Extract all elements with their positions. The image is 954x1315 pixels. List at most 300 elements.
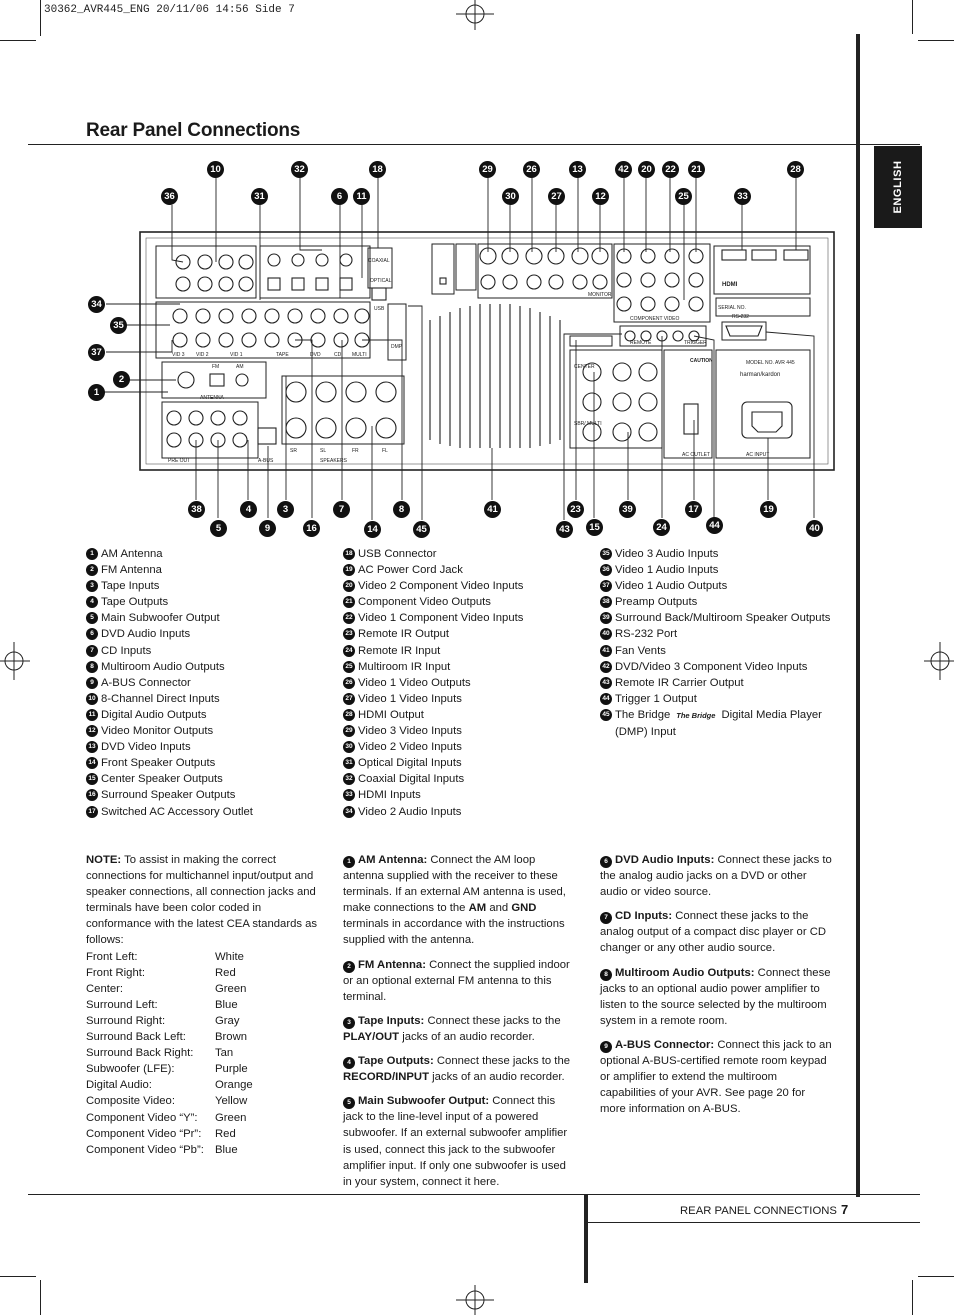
callout-29: 29 <box>479 161 496 178</box>
legend-number: 32 <box>343 773 355 785</box>
color-code-row <box>86 1142 318 1158</box>
legend-text: Video 1 Video Inputs <box>358 692 462 705</box>
callout-13: 13 <box>569 161 586 178</box>
legend-item <box>600 691 840 707</box>
legend-number: 19 <box>343 564 355 576</box>
registration-mark-right <box>924 636 954 686</box>
legend-text: Video 1 Component Video Inputs <box>358 612 524 625</box>
desc-heading: Main Subwoofer Output: <box>358 1095 490 1108</box>
speakers-label: SPEAKERS <box>320 458 347 464</box>
legend-text: Video Monitor Outputs <box>101 725 214 738</box>
color-code-value: Tan <box>215 1047 234 1060</box>
color-code-value: Orange <box>215 1079 253 1092</box>
rs232-label: RS-232 <box>732 314 749 320</box>
desc-text: Connect these jacks to the analog audio jacks on a DVD or other audio or video source. <box>600 854 832 899</box>
desc-multiroom-audio <box>600 965 832 1029</box>
desc-number: 2 <box>343 961 355 973</box>
dvd-label: DVD <box>310 352 321 358</box>
legend-text: Surround Speaker Outputs <box>101 789 236 802</box>
legend-text: Remote IR Output <box>358 628 450 641</box>
legend-item <box>343 659 593 675</box>
model-label: MODEL NO. AVR 445 <box>746 360 795 366</box>
legend-text: DVD Video Inputs <box>101 741 191 754</box>
legend-number: 27 <box>343 693 355 705</box>
legend-item <box>343 578 593 594</box>
legend-number: 14 <box>86 757 98 769</box>
color-code-row <box>86 1029 318 1045</box>
legend-number: 38 <box>600 596 612 608</box>
description-column-2 <box>343 852 575 1198</box>
legend-item <box>86 691 336 707</box>
color-code-channel: Component Video “Pr”: <box>86 1127 202 1140</box>
legend-text: Fan Vents <box>615 644 666 657</box>
legend-item <box>86 675 336 691</box>
sr-label: SR <box>290 448 297 454</box>
crop-line <box>0 1276 36 1277</box>
page-title: Rear Panel Connections <box>86 120 301 141</box>
note-column <box>86 852 318 1158</box>
legend-item <box>86 804 336 820</box>
legend-column-3 <box>600 546 840 740</box>
legend-item <box>343 626 593 642</box>
page-footer <box>680 1202 848 1217</box>
footer-section: REAR PANEL CONNECTIONS <box>680 1205 837 1217</box>
legend-text-bridge: The Bridge <box>615 708 671 721</box>
multi-label: MULTI <box>352 352 367 358</box>
desc-text: jacks of an audio recorder. <box>399 1030 535 1043</box>
legend-number: 11 <box>86 709 98 721</box>
callout-19: 19 <box>760 501 777 518</box>
legend-text: A-BUS Connector <box>101 676 191 689</box>
callout-26: 26 <box>523 161 540 178</box>
callout-32: 32 <box>291 161 308 178</box>
color-code-value: Red <box>215 966 236 979</box>
desc-text: Connect the AM loop antenna supplied with the receiver to these terminals. If an external AM antenna is used, make connections to the <box>343 854 566 915</box>
legend-number: 34 <box>343 806 355 818</box>
color-code-value: Blue <box>215 1143 238 1156</box>
crop-line <box>40 1280 41 1315</box>
desc-main-subwoofer <box>343 1093 575 1190</box>
legend-item <box>600 578 840 594</box>
legend-number: 21 <box>343 596 355 608</box>
legend-item <box>343 643 593 659</box>
color-code-value: Green <box>215 1111 247 1124</box>
color-code-value: Yellow <box>215 1095 248 1108</box>
legend-item <box>343 546 593 562</box>
desc-bold: GND <box>511 902 537 915</box>
desc-heading: A-BUS Connector: <box>615 1038 715 1051</box>
desc-text: Connect these jacks to the <box>436 1055 571 1068</box>
callout-9: 9 <box>259 520 276 537</box>
color-code-row <box>86 997 318 1013</box>
callout-1: 1 <box>88 384 105 401</box>
am-label: AM <box>236 364 244 370</box>
legend-item <box>86 739 336 755</box>
desc-heading: Multiroom Audio Outputs: <box>615 966 755 979</box>
vid3-label: VID 3 <box>172 352 185 358</box>
legend-item <box>343 755 593 771</box>
desc-text: Connect these jacks to the analog output of a compact disc player or CD changer or any other audio source. <box>600 910 827 955</box>
desc-heading: DVD Audio Inputs: <box>615 854 715 866</box>
color-code-row <box>86 1013 318 1029</box>
callout-12: 12 <box>592 188 609 205</box>
serial-label: SERIAL NO. <box>718 305 746 311</box>
legend-item <box>86 723 336 739</box>
legend-item <box>343 771 593 787</box>
callout-45: 45 <box>413 521 430 538</box>
legend-item <box>86 626 336 642</box>
legend-text: DVD/Video 3 Component Video Inputs <box>615 660 808 673</box>
legend-number: 29 <box>343 725 355 737</box>
desc-text: Connect this jack to the line-level input of a powered subwoofer. If an external subwoofer amplifier is used, connect this jack to the subwoofer amplifier input. If only one subwoofer is used in your system, connect it here. <box>343 1095 568 1188</box>
legend-number: 1 <box>86 548 98 560</box>
callout-15: 15 <box>586 519 603 536</box>
legend-text: Digital Audio Outputs <box>101 708 207 721</box>
vid2-label: VID 2 <box>196 352 209 358</box>
color-code-channel: Surround Left: <box>86 998 158 1011</box>
legend-number: 13 <box>86 741 98 753</box>
desc-heading: FM Antenna: <box>358 958 426 971</box>
legend-item <box>600 562 840 578</box>
legend-item <box>86 643 336 659</box>
color-code-value: White <box>215 950 244 963</box>
legend-item <box>343 675 593 691</box>
desc-tape-outputs <box>343 1053 575 1085</box>
legend-number: 22 <box>343 612 355 624</box>
desc-heading: Tape Inputs: <box>358 1014 425 1027</box>
callout-41: 41 <box>484 501 501 518</box>
legend-text: Remote IR Input <box>358 644 441 657</box>
callout-21: 21 <box>688 161 705 178</box>
legend-number: 26 <box>343 677 355 689</box>
desc-heading: AM Antenna: <box>358 854 428 866</box>
legend-text: USB Connector <box>358 548 437 560</box>
desc-abus <box>600 1037 832 1117</box>
hdmi-label: HDMI <box>722 282 738 288</box>
legend-number: 25 <box>343 661 355 673</box>
desc-number: 7 <box>600 912 612 924</box>
legend-number: 44 <box>600 693 612 705</box>
callout-31: 31 <box>251 188 268 205</box>
antenna-label: ANTENNA <box>200 395 224 401</box>
callout-20: 20 <box>638 161 655 178</box>
callout-34: 34 <box>88 296 105 313</box>
legend-text: DVD Audio Inputs <box>101 628 191 641</box>
color-code-channel: Component Video “Y”: <box>86 1111 198 1124</box>
desc-number: 1 <box>343 856 355 868</box>
desc-cd-inputs <box>600 908 832 956</box>
legend-text: Center Speaker Outputs <box>101 773 223 786</box>
legend-number: 3 <box>86 580 98 592</box>
legend-text: Coaxial Digital Inputs <box>358 773 465 786</box>
pre-out-label: PRE OUT <box>168 458 191 464</box>
desc-number: 3 <box>343 1017 355 1029</box>
color-code-channel: Surround Right: <box>86 1014 166 1027</box>
desc-bold: AM <box>468 902 487 915</box>
legend-text: AM Antenna <box>101 548 163 560</box>
desc-text: Connect these jacks to the <box>427 1014 561 1027</box>
registration-mark-bottom <box>450 1285 500 1315</box>
monitor-label: MONITOR <box>588 292 612 298</box>
legend-text: Tape Inputs <box>101 580 160 593</box>
legend-item <box>600 594 840 610</box>
legend-item <box>86 610 336 626</box>
legend-text: Video 3 Audio Inputs <box>615 548 719 560</box>
legend-item <box>86 594 336 610</box>
crop-line <box>918 1276 954 1277</box>
legend-number: 6 <box>86 628 98 640</box>
legend-text: Remote IR Carrier Output <box>615 676 744 689</box>
legend-item <box>600 626 840 642</box>
legend-number: 10 <box>86 693 98 705</box>
tape-label: TAPE <box>276 352 289 358</box>
legend-number: 23 <box>343 628 355 640</box>
legend-item <box>86 562 336 578</box>
legend-item <box>86 755 336 771</box>
desc-text: Connect these jacks to an optional audio power amplifier to listen to the source selected by the multiroom system in a remote room. <box>600 966 831 1027</box>
legend-item <box>600 707 840 740</box>
legend-item <box>86 771 336 787</box>
callout-43: 43 <box>556 521 573 538</box>
legend-number: 40 <box>600 628 612 640</box>
callout-17: 17 <box>685 501 702 518</box>
legend-item <box>600 643 840 659</box>
callout-7: 7 <box>333 501 350 518</box>
legend-number: 4 <box>86 596 98 608</box>
fl-label: FL <box>382 448 388 454</box>
legend-item <box>600 610 840 626</box>
desc-number: 4 <box>343 1057 355 1069</box>
desc-number: 6 <box>600 856 612 868</box>
legend-item <box>343 610 593 626</box>
callout-2: 2 <box>113 371 130 388</box>
callout-5: 5 <box>210 520 227 537</box>
legend-number: 9 <box>86 677 98 689</box>
callout-16: 16 <box>303 520 320 537</box>
ac-outlet-label: AC OUTLET <box>682 452 711 458</box>
callout-36: 36 <box>161 188 178 205</box>
color-code-channel: Surround Back Right: <box>86 1047 194 1060</box>
legend-number: 2 <box>86 564 98 576</box>
callout-18: 18 <box>369 161 386 178</box>
legend-column-2 <box>343 546 593 820</box>
legend-number: 33 <box>343 789 355 801</box>
desc-text: Connect this jack to an optional A-BUS-certified remote room keypad or amplifier to extend the multiroom capabilities of your AVR. See page 20 for more information on A-BUS. <box>600 1038 832 1116</box>
legend-number: 39 <box>600 612 612 624</box>
callout-39: 39 <box>619 501 636 518</box>
legend-item <box>86 707 336 723</box>
desc-bold: RECORD/INPUT <box>343 1071 429 1084</box>
legend-text-dmp: Digital Media Player (DMP) Input <box>615 708 822 739</box>
component-video-label: COMPONENT VIDEO <box>630 316 680 322</box>
legend-item <box>343 739 593 755</box>
sl-label: SL <box>320 448 327 454</box>
footer-rule-bottom <box>588 1222 920 1223</box>
legend-item <box>86 546 336 562</box>
legend-number: 41 <box>600 645 612 657</box>
color-code-value: Red <box>215 1127 236 1140</box>
legend-number: 8 <box>86 661 98 673</box>
color-code-value: Green <box>215 982 247 995</box>
legend-text: Tape Outputs <box>101 596 169 609</box>
center-label: CENTER <box>574 364 595 370</box>
desc-bold: PLAY/OUT <box>343 1030 400 1043</box>
color-code-channel: Front Right: <box>86 966 146 979</box>
legend-item <box>343 562 593 578</box>
legend-text: Switched AC Accessory Outlet <box>101 805 253 818</box>
legend-number: 18 <box>343 548 355 560</box>
legend-text: 8-Channel Direct Inputs <box>101 692 220 705</box>
legend-number: 20 <box>343 580 355 592</box>
legend-item <box>343 787 593 803</box>
bridge-logo: The Bridge <box>676 710 716 720</box>
desc-tape-inputs <box>343 1013 575 1045</box>
legend-text: Trigger 1 Output <box>615 692 697 705</box>
legend-text: Video 1 Video Outputs <box>358 676 471 689</box>
legend-number: 28 <box>343 709 355 721</box>
desc-number: 9 <box>600 1041 612 1053</box>
note-text: To assist in making the correct connections for multichannel input/output and speaker connections, all connection jacks and terminals have been color coded in conformance with the latest CEA standards as follows: <box>86 854 318 947</box>
color-code-channel: Surround Back Left: <box>86 1031 186 1044</box>
color-code-row <box>86 965 318 981</box>
legend-column-1 <box>86 546 336 820</box>
ac-input-label: AC INPUT <box>746 452 770 458</box>
legend-item <box>600 659 840 675</box>
callout-37: 37 <box>88 344 105 361</box>
desc-heading: CD Inputs: <box>615 910 673 923</box>
callout-10: 10 <box>207 161 224 178</box>
legend-number: 5 <box>86 612 98 624</box>
legend-text: Optical Digital Inputs <box>358 757 462 770</box>
color-code-table <box>86 949 318 1158</box>
legend-text: HDMI Output <box>358 708 424 721</box>
callout-23: 23 <box>567 501 584 518</box>
color-code-row <box>86 1077 318 1093</box>
fr-label: FR <box>352 448 359 454</box>
legend-text: Video 2 Component Video Inputs <box>358 580 524 593</box>
color-code-value: Brown <box>215 1031 248 1044</box>
brand-label: harman/kardon <box>740 372 781 378</box>
crop-line <box>912 1280 913 1315</box>
legend-number: 31 <box>343 757 355 769</box>
fm-label: FM <box>212 364 220 370</box>
legend-number: 17 <box>86 806 98 818</box>
legend-number: 7 <box>86 645 98 657</box>
desc-text: terminals in accordance with the instructions supplied with the antenna. <box>343 918 565 947</box>
legend-number: 43 <box>600 677 612 689</box>
legend-number: 24 <box>343 645 355 657</box>
callout-3: 3 <box>277 501 294 518</box>
legend-text: Component Video Outputs <box>358 596 491 609</box>
color-code-row <box>86 1093 318 1109</box>
callout-40: 40 <box>806 520 823 537</box>
desc-am-antenna <box>343 852 575 949</box>
legend-text <box>615 707 840 740</box>
language-tab-label: ENGLISH <box>892 160 904 214</box>
legend-text: Surround Back/Multiroom Speaker Outputs <box>615 612 831 625</box>
legend-text: Video 2 Video Inputs <box>358 741 462 754</box>
legend-text: RS-232 Port <box>615 628 678 641</box>
legend-item <box>343 723 593 739</box>
legend-number: 15 <box>86 773 98 785</box>
color-code-row <box>86 949 318 965</box>
legend-text: Preamp Outputs <box>615 596 698 609</box>
caution-label: CAUTION <box>690 358 713 364</box>
desc-text: and <box>486 902 512 915</box>
legend-number: 16 <box>86 789 98 801</box>
callout-24: 24 <box>653 519 670 536</box>
callout-11: 11 <box>353 188 370 205</box>
legend-text: Multiroom IR Input <box>358 660 451 673</box>
legend-item <box>343 594 593 610</box>
color-code-channel: Component Video “Pb”: <box>86 1143 204 1156</box>
callout-44: 44 <box>706 517 723 534</box>
legend-number: 12 <box>86 725 98 737</box>
legend-item <box>343 691 593 707</box>
legend-number: 36 <box>600 564 612 576</box>
color-code-row <box>86 1126 318 1142</box>
legend-item <box>343 804 593 820</box>
color-code-channel: Subwoofer (LFE): <box>86 1063 175 1076</box>
desc-dvd-audio <box>600 852 832 900</box>
legend-item <box>600 546 840 562</box>
legend-text: HDMI Inputs <box>358 789 421 802</box>
legend-item <box>600 675 840 691</box>
color-code-channel: Digital Audio: <box>86 1079 152 1092</box>
color-code-channel: Front Left: <box>86 950 138 963</box>
color-code-row <box>86 1110 318 1126</box>
usb-label: USB <box>374 306 385 312</box>
callout-14: 14 <box>364 521 381 538</box>
trigger-label: TRIGGER <box>684 340 707 346</box>
legend-number: 42 <box>600 661 612 673</box>
callout-38: 38 <box>188 501 205 518</box>
legend-number: 37 <box>600 580 612 592</box>
sbr-multi-label: SBR/ MULTI <box>574 421 602 427</box>
callout-30: 30 <box>502 188 519 205</box>
page-number: 7 <box>840 1202 849 1217</box>
legend-text: Multiroom Audio Outputs <box>101 660 225 673</box>
color-code-row <box>86 1061 318 1077</box>
legend-text: Front Speaker Outputs <box>101 757 216 770</box>
legend-item <box>86 659 336 675</box>
legend-text: FM Antenna <box>101 564 162 577</box>
dmp-label: DMP <box>391 344 403 350</box>
remote-label: REMOTE <box>630 340 652 346</box>
callout-22: 22 <box>662 161 679 178</box>
legend-number: 45 <box>600 709 612 721</box>
legend-text: Video 1 Audio Inputs <box>615 564 719 577</box>
desc-heading: Tape Outputs: <box>358 1055 434 1068</box>
color-code-channel: Center: <box>86 982 124 995</box>
desc-number: 8 <box>600 969 612 981</box>
callout-25: 25 <box>675 188 692 205</box>
description-column-3 <box>600 852 832 1125</box>
optical-label: OPTICAL <box>370 278 392 284</box>
legend-text: AC Power Cord Jack <box>358 564 463 577</box>
legend-number: 35 <box>600 548 612 560</box>
print-slug: 30362_AVR445_ENG 20/11/06 14:56 Side 7 <box>44 4 295 16</box>
cd-label: CD <box>334 352 342 358</box>
note-label: NOTE: <box>86 854 122 866</box>
color-code-value: Blue <box>215 998 238 1011</box>
desc-text: jacks of an audio recorder. <box>428 1071 565 1084</box>
legend-item <box>343 707 593 723</box>
legend-text: Main Subwoofer Output <box>101 612 220 625</box>
legend-text: CD Inputs <box>101 644 152 657</box>
callout-6: 6 <box>331 188 348 205</box>
callout-4: 4 <box>240 501 257 518</box>
